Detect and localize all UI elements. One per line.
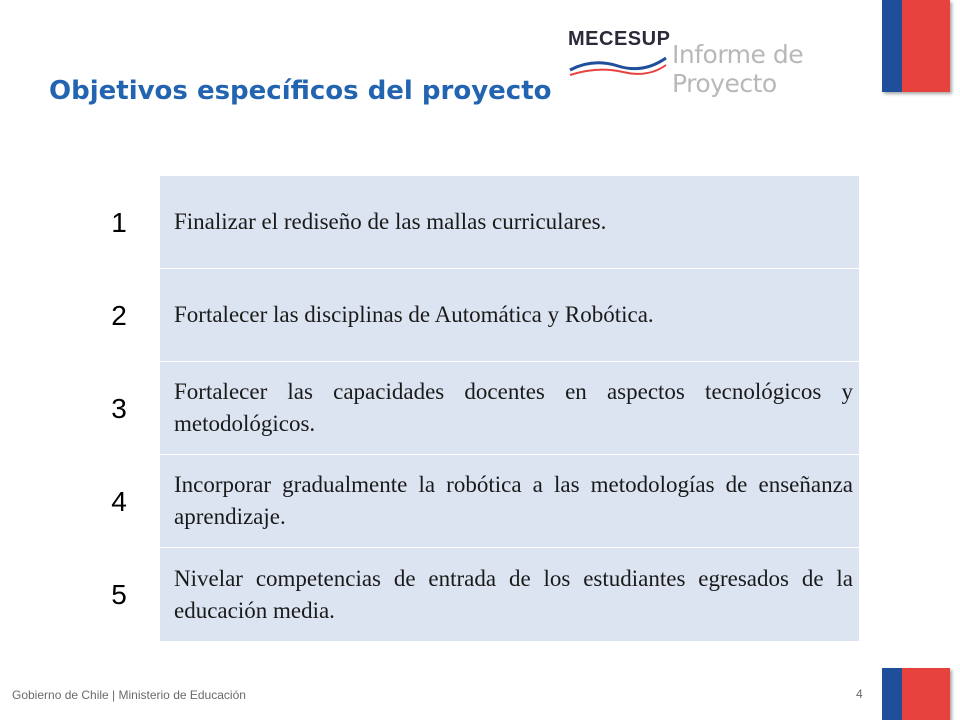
objective-row — [78, 548, 859, 641]
objective-text: Incorporar gradualmente la robótica a las metodologías de enseñanza aprendizaje. — [160, 455, 859, 548]
chile-flag-bottom — [882, 668, 950, 720]
logo-subtitle: Informe de Proyecto — [672, 40, 804, 98]
objective-text: Fortalecer las capacidades docentes en aspectos tecnológicos y metodológicos. — [160, 362, 859, 455]
objective-text: Nivelar competencias de entrada de los estudiantes egresados de la educación media. — [160, 548, 859, 641]
objective-text: Fortalecer las disciplinas de Automática y Robótica. — [160, 269, 859, 362]
page-number: 4 — [856, 687, 863, 701]
logo-text: MECESUP — [568, 28, 671, 50]
flag-red-stripe — [902, 668, 950, 720]
flag-blue-stripe — [882, 0, 902, 92]
mecesup-logo — [568, 22, 868, 98]
objective-number: 5 — [111, 578, 127, 610]
objective-row — [78, 269, 859, 362]
objective-number: 2 — [111, 299, 127, 331]
objective-row — [78, 455, 859, 548]
objective-number: 4 — [111, 485, 127, 517]
chile-flag-top — [882, 0, 950, 92]
flag-red-stripe — [902, 0, 950, 92]
objective-number: 1 — [111, 206, 127, 238]
objective-number: 3 — [111, 392, 127, 424]
logo-wave-icon — [568, 52, 668, 78]
footer-ministry: Gobierno de Chile | Ministerio de Educación — [12, 688, 246, 702]
flag-blue-stripe — [882, 668, 902, 720]
objectives-table — [78, 176, 859, 641]
page-title: Objetivos específicos del proyecto — [49, 76, 552, 106]
objective-row — [78, 362, 859, 455]
objective-row — [78, 176, 859, 269]
objective-text: Finalizar el rediseño de las mallas curriculares. — [160, 176, 859, 269]
